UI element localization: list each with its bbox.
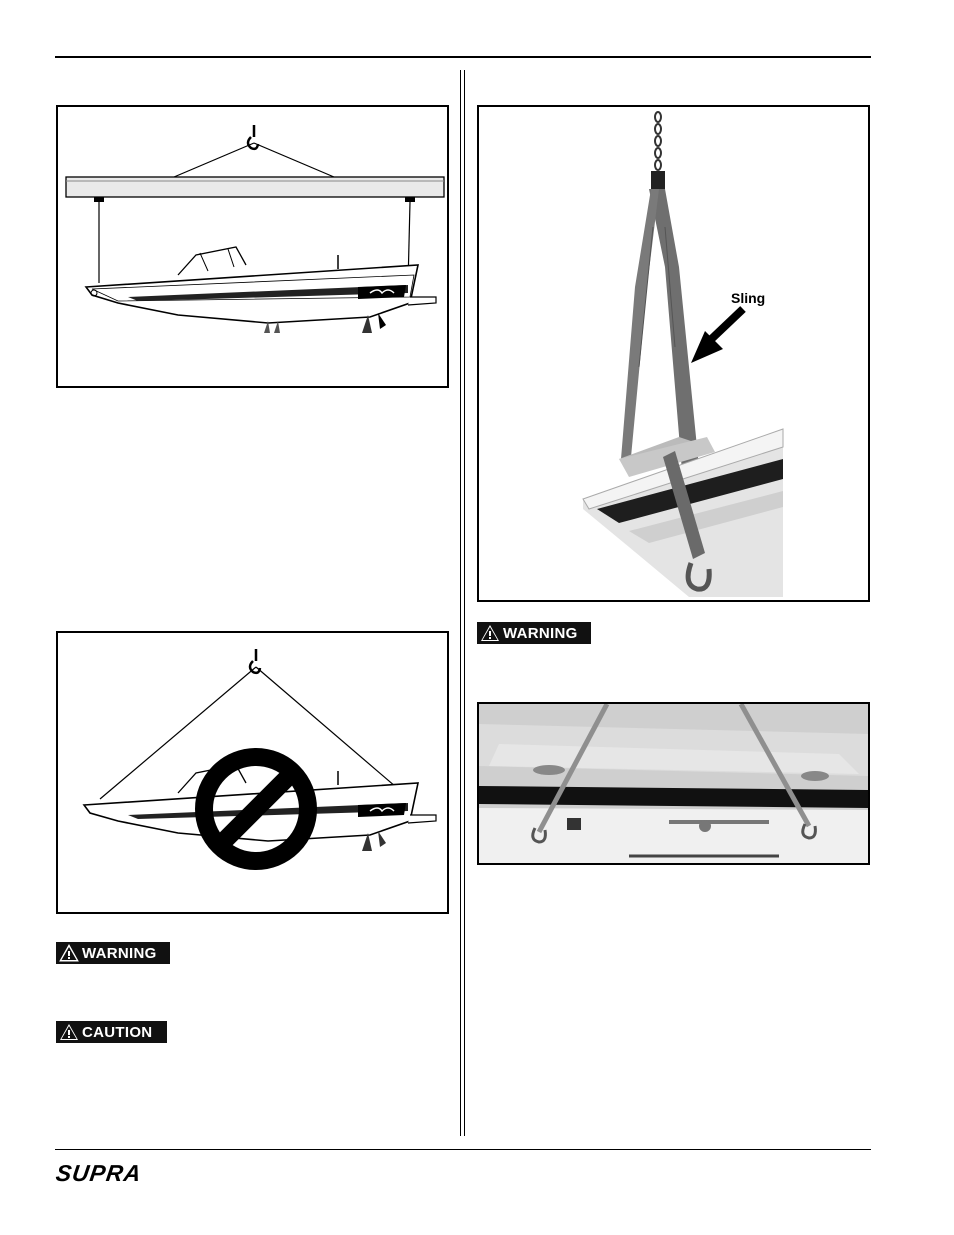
column-divider-left <box>460 70 461 1136</box>
warning-badge-right <box>477 622 591 644</box>
footer-rule <box>55 1149 871 1150</box>
caution-badge-left <box>56 1021 167 1043</box>
supra-logo: SUPRA <box>54 1160 144 1186</box>
bow-sling-photo <box>479 107 868 600</box>
spreader-bar-illustration <box>58 107 447 386</box>
column-divider-right <box>464 70 465 1136</box>
warning-badge-left <box>56 942 170 964</box>
stern-straps-photo <box>479 704 868 863</box>
figure-direct-lift-prohibited <box>56 631 449 914</box>
caution-triangle-icon <box>58 1022 80 1042</box>
direct-lift-illustration <box>58 633 447 912</box>
warning-triangle-icon <box>479 623 501 643</box>
warning-label: WARNING <box>82 944 157 962</box>
figure-stern-straps-photo <box>477 702 870 865</box>
warning-label: WARNING <box>503 624 578 642</box>
header-rule <box>55 56 871 58</box>
warning-triangle-icon <box>58 943 80 963</box>
sling-callout: Sling <box>731 290 766 306</box>
figure-bow-sling-photo <box>477 105 870 602</box>
caution-label: CAUTION <box>82 1023 153 1041</box>
figure-spreader-bar-lift <box>56 105 449 388</box>
